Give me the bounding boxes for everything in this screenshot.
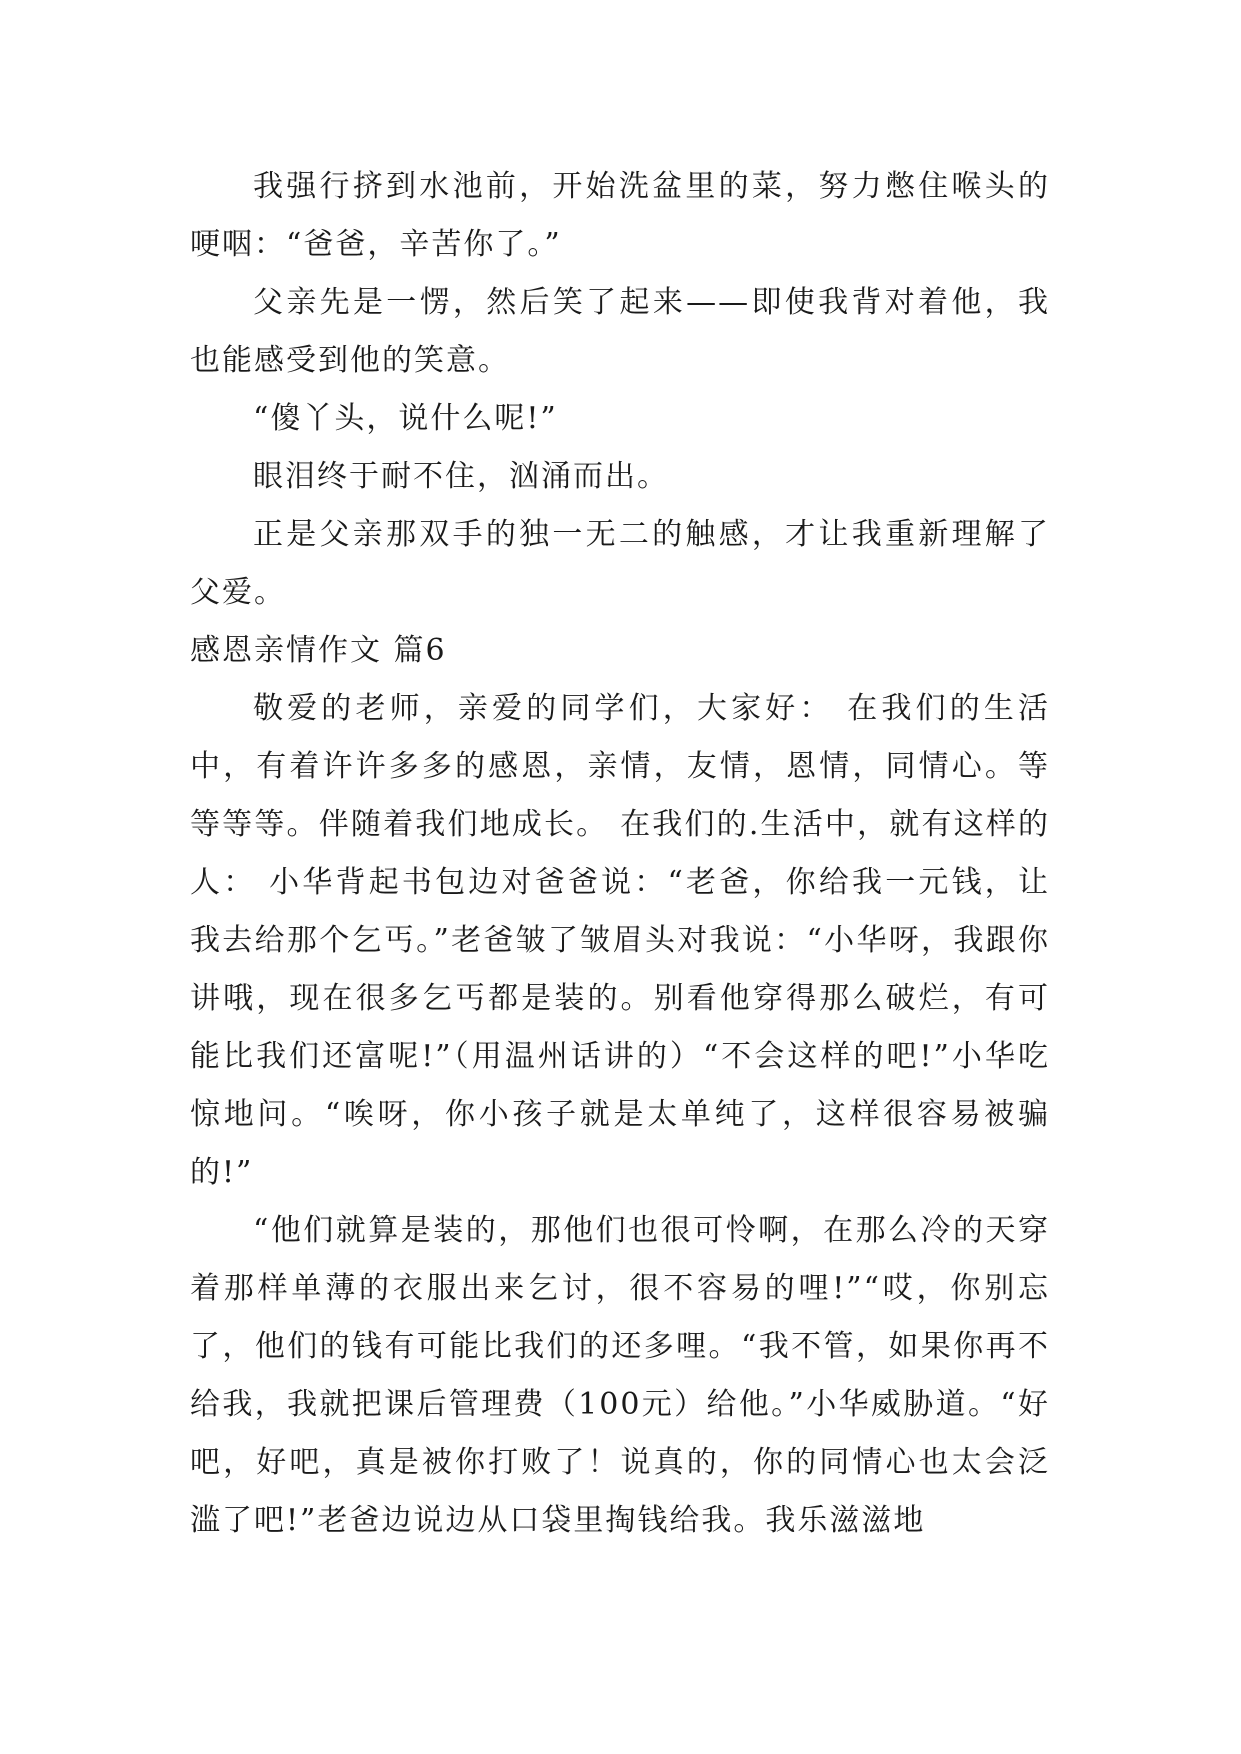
paragraph-4: 眼泪终于耐不住，汹涌而出。 — [253, 459, 669, 494]
paragraph-2: 父亲先是一愣，然后笑了起来——即使我背对着他，我也能感受到他的笑意。 — [190, 285, 1050, 378]
paragraph-3: “傻丫头，说什么呢!” — [253, 401, 558, 436]
paragraph-5: 正是父亲那双手的独一无二的触感，才让我重新理解了父爱。 — [190, 517, 1050, 610]
section-heading: 感恩亲情作文 篇6 — [190, 633, 447, 668]
paragraph-7: “他们就算是装的，那他们也很可怜啊，在那么冷的天穿着那样单薄的衣服出来乞讨，很不容易的哩!”“哎，你别忘了，他们的钱有可能比我们的还多哩。“我不管，如果你再不给我，我就把课后管理费（100元）给他。”小华威胁道。“好吧，好吧，真是被你打败了！说真的，你的同情心也太会泛滥了吧!”老爸边说边从口袋里掏钱给我。我乐滋滋地 — [190, 1213, 1050, 1538]
paragraph-6: 敬爱的老师，亲爱的同学们，大家好： 在我们的生活中，有着许许多多的感恩，亲情，友情，恩情，同情心。等等等等。伴随着我们地成长。 在我们的.生活中，就有这样的人： 小华背起书包边对爸爸说：“老爸，你给我一元钱，让我去给那个乞丐。”老爸皱了皱眉头对我说：“小华呀，我跟你讲哦，现在很多乞丐都是装的。别看他穿得那么破烂，有可能比我们还富呢!”（用温州话讲的）“不会这样的吧!”小华吃惊地问。“唉呀，你小孩子就是太单纯了，这样很容易被骗的!” — [190, 691, 1050, 1190]
paragraph-1: 我强行挤到水池前，开始洗盆里的菜，努力憋住喉头的哽咽：“爸爸，辛苦你了。” — [190, 169, 1050, 262]
document-body — [190, 158, 1050, 1550]
